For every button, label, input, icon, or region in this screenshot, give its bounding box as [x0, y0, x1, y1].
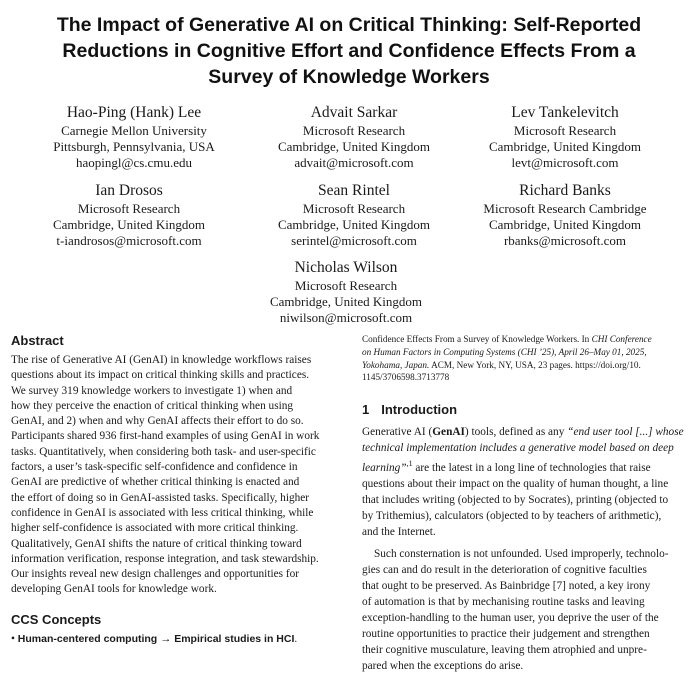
author-affiliation: Microsoft Research: [302, 201, 406, 216]
intro-paragraph-1: [362, 424, 686, 540]
intro-paragraph-2: [362, 546, 686, 674]
author-block: [450, 181, 680, 249]
author-name: Sean Rintel: [318, 182, 390, 199]
reference-venue: Yokohama, Japan.: [362, 359, 430, 370]
author-name: Lev Tankelevitch: [511, 104, 619, 121]
abstract-line: Qualitatively, GenAI shifts the nature of critical thinking toward: [11, 537, 302, 550]
abstract-line: factors, a user’s task-specific self-confidence and confidence in: [11, 461, 298, 474]
author-affiliation: Microsoft Research: [513, 123, 617, 138]
text-line: pared when the exceptions do arise.: [362, 659, 524, 672]
abstract-line: higher self-confidence is associated with more critical thinking.: [11, 522, 299, 535]
reference-text: Confidence Effects From a Survey of Knowledge Workers. In: [362, 334, 592, 344]
text-line: by Trithemius), calculators (objected to by teachers of arithmetic),: [362, 509, 662, 522]
author-affiliation: Microsoft Research Cambridge: [483, 201, 647, 216]
author-location: Cambridge, United Kingdom: [277, 139, 430, 154]
abstract-line: We survey 319 knowledge workers to investigate 1) when and: [11, 384, 293, 397]
author-location: Cambridge, United Kingdom: [277, 217, 430, 232]
text-line: exception-handling to the human user, you deprive the user of the: [362, 611, 659, 624]
author-name: Nicholas Wilson: [294, 259, 398, 276]
reference-venue: on Human Factors in Computing Systems (CHI ’25), April 26–May 01, 2025,: [362, 346, 647, 357]
bullet: •: [11, 632, 15, 645]
author-email[interactable]: niwilson@microsoft.com: [279, 310, 413, 325]
author-block: [239, 181, 469, 249]
author-email[interactable]: rbanks@microsoft.com: [503, 233, 627, 248]
abstract-line: confidence in GenAI is associated with less critical thinking, while: [11, 506, 314, 519]
author-email[interactable]: advait@microsoft.com: [294, 155, 414, 170]
abstract-line: the effort of doing so in GenAI-assisted tasks. Specifically, higher: [11, 491, 310, 504]
author-location: Cambridge, United Kingdom: [269, 294, 422, 309]
abstract-heading: Abstract: [11, 333, 64, 348]
text-line: routine opportunities to practice their judgement and strengthen: [362, 627, 650, 640]
ccs-heading: CCS Concepts: [11, 611, 102, 627]
author-name: Ian Drosos: [95, 182, 163, 199]
author-location: Cambridge, United Kingdom: [488, 139, 641, 154]
paper-title: [0, 12, 698, 90]
title-line: Reductions in Cognitive Effort and Confidence Effects From a: [62, 40, 636, 62]
author-block: [19, 103, 249, 171]
text-line: Such consternation is not unfounded. Used improperly, technolo-: [374, 547, 669, 560]
quote-italic: technical implementation includes a generative model based on deep: [362, 442, 674, 455]
quote-italic: “end user tool [...] whose: [567, 426, 684, 439]
author-affiliation: Microsoft Research: [77, 201, 181, 216]
arrow-icon: →: [160, 632, 172, 645]
author-name: Advait Sarkar: [310, 104, 398, 121]
quote-italic: learning”: [362, 461, 407, 474]
reference-doi[interactable]: 1145/3706598.3713778: [362, 372, 450, 383]
author-block: [450, 103, 680, 171]
abstract-line: GenAI, and 2) when and why GenAI affects their effort to do so.: [11, 415, 304, 428]
right-column: [362, 333, 686, 674]
abstract-line: The rise of Generative AI (GenAI) in knowledge workflows raises: [11, 354, 312, 366]
abstract-line: Participants shared 936 first-hand examples of using GenAI in work: [11, 430, 320, 443]
abstract-line: tasks. Quantitatively, when considering both task- and user-specific: [11, 445, 316, 458]
title-line: The Impact of Generative AI on Critical Thinking: Self-Reported: [56, 14, 642, 36]
author-affiliation: Carnegie Mellon University: [61, 123, 207, 138]
footnote-marker[interactable]: ,1: [406, 459, 413, 469]
abstract-line: how they perceive the enaction of critical thinking when using: [11, 399, 294, 412]
author-email[interactable]: haopingl@cs.cmu.edu: [76, 155, 192, 170]
author-affiliation: Microsoft Research: [302, 123, 406, 138]
reference-venue: CHI Conference: [591, 334, 652, 344]
title-line: Survey of Knowledge Workers: [208, 66, 490, 88]
acm-reference: [362, 333, 686, 384]
text-run: Generative AI (: [362, 426, 433, 439]
author-affiliation: Microsoft Research: [294, 278, 398, 293]
author-email[interactable]: t-iandrosos@microsoft.com: [56, 233, 202, 248]
author-location: Cambridge, United Kingdom: [488, 217, 641, 232]
left-column: [11, 333, 337, 647]
abstract-line: Our insights reveal new design challenges and opportunities for: [11, 568, 299, 581]
author-location: Pittsburgh, Pennsylvania, USA: [53, 139, 215, 154]
author-email[interactable]: serintel@microsoft.com: [291, 233, 417, 248]
text-line: questions about their impact on the quality of human thought, a line: [362, 477, 669, 490]
text-line: that includes writing (objected to by Socrates), printing (objected to: [362, 493, 669, 506]
abstract-line: questions about its impact on critical thinking skills and practices.: [11, 369, 310, 382]
author-block: [231, 258, 461, 326]
text-run: are the latest in a long line of technologies that raise: [412, 461, 651, 474]
author-name: Richard Banks: [519, 182, 611, 199]
text-line: their cognitive musculature, leaving them atrophied and unpre-: [362, 643, 647, 656]
author-email[interactable]: levt@microsoft.com: [511, 155, 619, 170]
author-location: Cambridge, United Kingdom: [52, 217, 205, 232]
section-title: Introduction: [381, 402, 458, 418]
text-line: and the Internet.: [362, 525, 436, 538]
text-line: that ought to be preserved. As Bainbridge [7] noted, a key irony: [362, 579, 651, 592]
reference-text: ACM, New York, NY, USA, 23 pages. https://doi.org/10.: [429, 359, 641, 370]
text-line: gies can and do result in the deterioration of cognitive faculties: [362, 563, 647, 576]
text-run: ) tools, defined as any: [464, 426, 568, 439]
abstract-line: GenAI are predictive of whether critical thinking is enacted and: [11, 476, 300, 489]
abstract-body: [11, 353, 337, 598]
ccs-subcategory: Empirical studies in HCI: [174, 632, 295, 645]
section-number: 1: [362, 402, 370, 418]
ccs-item: [11, 632, 337, 647]
ccs-end: .: [294, 632, 298, 645]
author-block: [239, 103, 469, 171]
text-line: of automation is that by mechanising routine tasks and leaving: [362, 595, 645, 608]
author-name: Hao-Ping (Hank) Lee: [66, 104, 202, 121]
abstract-line: information verification, response integration, and task stewardship.: [11, 552, 319, 565]
abstract-line: developing GenAI tools for knowledge work.: [11, 583, 217, 596]
author-block: [14, 181, 244, 249]
term-bold: GenAI: [432, 426, 465, 439]
section-heading: [362, 402, 686, 418]
ccs-category: Human-centered computing: [17, 632, 158, 645]
